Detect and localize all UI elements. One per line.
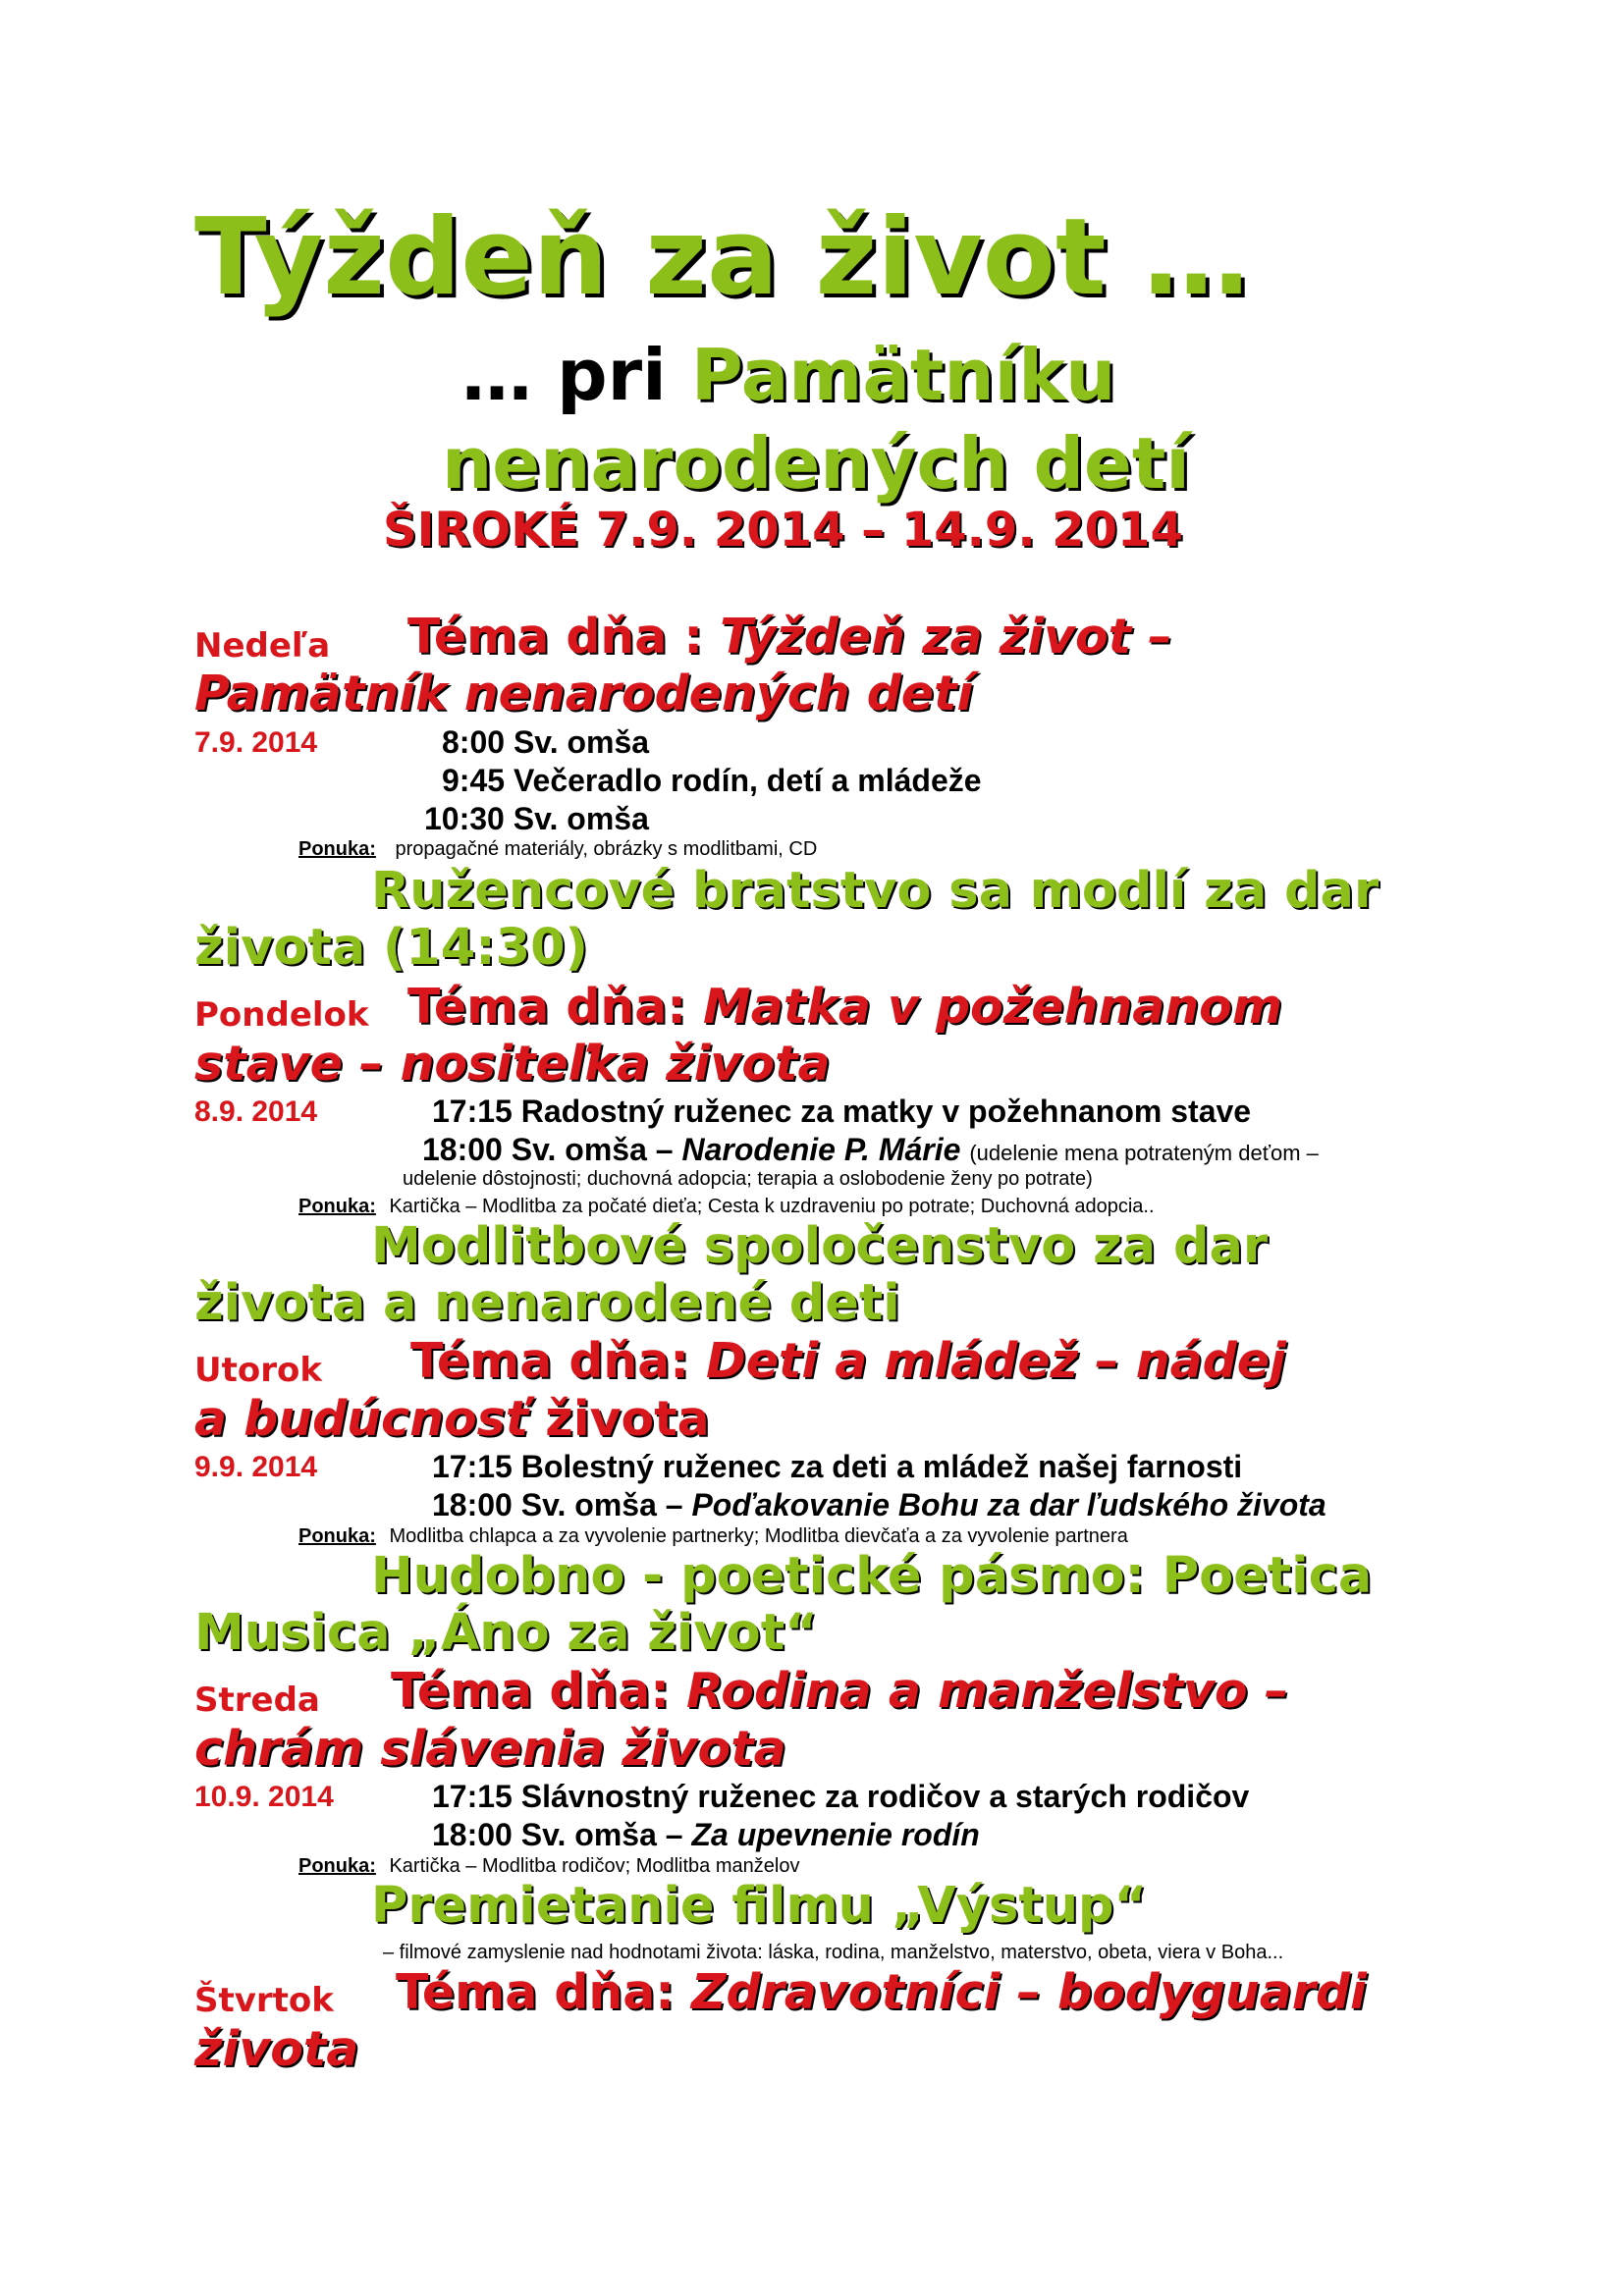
green-event-line-1: Premietanie filmu „Výstup“ [371,1877,1148,1935]
green-event-line-1: Ružencové bratstvo sa modlí za dar [371,862,1380,920]
date-tuesday: 9.9. 2014 [194,1451,318,1483]
schedule-item: 17:15 Radostný ruženec za matky v požehnanom stave [432,1094,1252,1129]
schedule-title: Za upevnenie rodín [691,1817,980,1852]
schedule-item [422,1132,1319,1168]
offer-label: Ponuka: [298,1855,376,1877]
subtitle-line-1 [461,334,1115,416]
offer-text: Kartička – Modlitba rodičov; Modlitba manželov [389,1855,800,1877]
schedule-item: 17:15 Bolestný ruženec za deti a mládež našej farnosti [432,1449,1243,1484]
day-label-tuesday: Utorok [194,1351,322,1390]
offer-monday [298,1196,1155,1218]
theme-monday-line-1 [407,979,1282,1035]
schedule-item [432,1817,980,1853]
theme-title-cont: Pamätník nenarodených detí [194,666,974,721]
theme-title: Zdravotníci – bodyguardi [691,1964,1367,2020]
date-wednesday: 10.9. 2014 [194,1781,334,1813]
theme-title-cont: a budúcnosť [194,1391,529,1447]
theme-title-end: života [545,1391,710,1447]
theme-thursday-line-1 [396,1964,1367,2020]
theme-title-cont: života [194,2021,359,2077]
offer-text: Modlitba chlapca a za vyvolenie partnerky; Modlitba dievčaťa a za vyvolenie partnera [389,1525,1128,1547]
schedule-item: 8:00 Sv. omša [442,724,650,760]
subtitle-green: Pamätníku [690,334,1116,416]
offer-label: Ponuka: [298,1525,376,1547]
theme-tuesday-line-1 [410,1333,1286,1389]
schedule-item [432,1487,1326,1523]
schedule-title: Narodenie P. Márie [681,1132,961,1167]
film-note: – filmové zamyslenie nad hodnotami života: láska, rodina, manželstvo, materstvo, obeta, viera v Boha... [383,1942,1284,1963]
offer-text: propagačné materiály, obrázky s modlitbami, CD [395,838,818,860]
theme-wednesday-line-2 [194,1721,786,1777]
theme-label: Téma dňa: [391,1663,670,1719]
subtitle-line-2: nenarodených detí [442,422,1190,505]
offer-label: Ponuka: [298,1196,376,1217]
offer-sunday [298,838,817,861]
date-sunday: 7.9. 2014 [194,726,318,759]
green-event-line-2: života a nenarodené deti [194,1274,900,1332]
green-event-line-2: Musica „Áno za život“ [194,1604,818,1662]
schedule-time: 18:00 Sv. omša – [422,1132,674,1167]
theme-label: Téma dňa : [407,609,704,665]
page-title: Týždeň za život … [194,196,1250,319]
theme-monday-line-2 [194,1036,831,1092]
theme-label: Téma dňa: [396,1964,675,2020]
theme-wednesday-line-1 [391,1663,1288,1719]
theme-label: Téma dňa: [410,1333,689,1389]
subtitle-prefix: … pri [461,334,667,416]
schedule-item: 10:30 Sv. omša [424,801,649,836]
green-event-line-1: Hudobno - poetické pásmo: Poetica [371,1547,1373,1605]
day-label-thursday: Štvrtok [194,1981,334,2020]
date-monday: 8.9. 2014 [194,1095,318,1128]
schedule-note-cont: udelenie dôstojnosti; duchovná adopcia; terapia a oslobodenie ženy po potrate) [403,1168,1093,1190]
schedule-time: 18:00 Sv. omša – [432,1487,683,1522]
theme-sunday-line-2 [194,666,973,721]
schedule-time: 18:00 Sv. omša – [432,1817,683,1852]
schedule-item: 9:45 Večeradlo rodín, detí a mládeže [442,763,982,798]
place-dates: ŠIROKÉ 7.9. 2014 – 14.9. 2014 [383,503,1183,558]
offer-text: Kartička – Modlitba za počaté dieťa; Cesta k uzdraveniu po potrate; Duchovná adopcia.. [389,1196,1155,1217]
green-event-line-2: života (14:30) [194,919,588,977]
theme-sunday-line-1 [407,609,1172,665]
green-event-line-1: Modlitbové spoločenstvo za dar [371,1217,1269,1275]
theme-title: Deti a mládež – nádej [706,1333,1286,1389]
schedule-item: 17:15 Slávnostný ruženec za rodičov a starých rodičov [432,1779,1250,1814]
theme-tuesday-line-2 [194,1391,710,1447]
day-label-monday: Pondelok [194,995,369,1035]
day-label-wednesday: Streda [194,1681,320,1720]
offer-tuesday [298,1525,1128,1548]
schedule-note: (udelenie mena potrateným deťom – [969,1141,1319,1165]
offer-wednesday [298,1855,799,1878]
theme-title: Rodina a manželstvo – [686,1663,1289,1719]
offer-label: Ponuka: [298,838,376,860]
theme-label: Téma dňa: [407,979,686,1035]
theme-title-cont: stave – nositeľka života [194,1036,831,1092]
theme-title-cont: chrám slávenia života [194,1721,786,1777]
theme-title: Matka v požehnanom [703,979,1282,1035]
schedule-title: Poďakovanie Bohu za dar ľudského života [691,1487,1326,1522]
theme-title: Týždeň za život – [720,609,1172,665]
day-label-sunday: Nedeľa [194,626,331,666]
theme-thursday-line-2 [194,2021,358,2077]
